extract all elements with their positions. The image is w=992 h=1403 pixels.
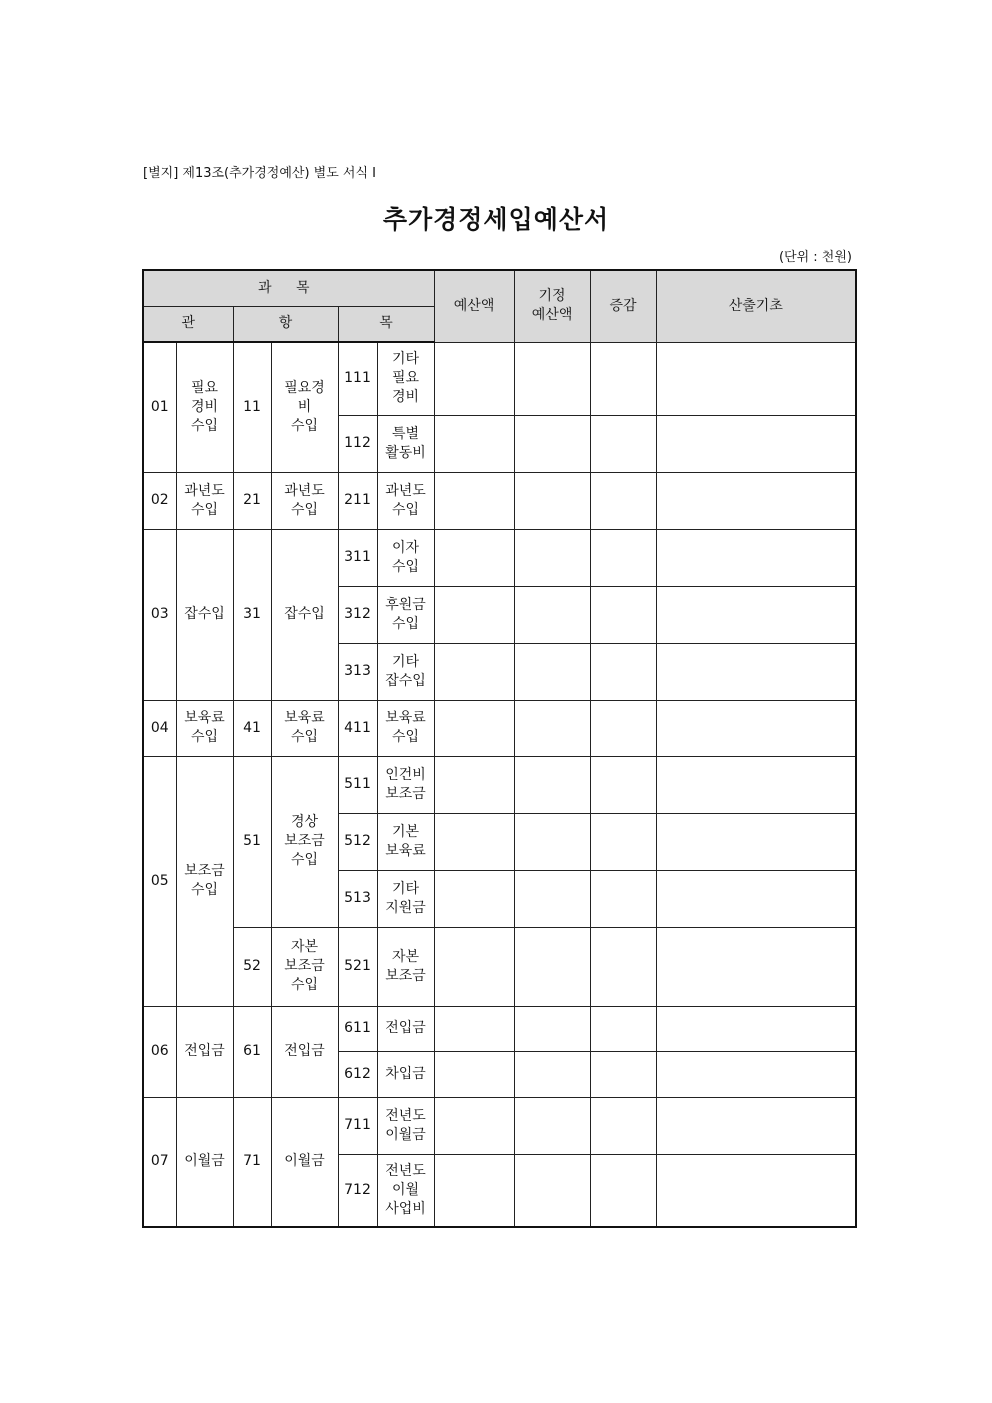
mok-code: 521 (338, 927, 377, 1006)
existing-budget-cell (514, 1097, 590, 1154)
table-row (143, 700, 856, 756)
change-cell (590, 1097, 656, 1154)
change-cell (590, 1051, 656, 1097)
gwan-name: 잡수입 (176, 529, 233, 700)
mok-code: 311 (338, 529, 377, 586)
change-cell (590, 472, 656, 529)
existing-budget-cell (514, 813, 590, 870)
mok-code: 511 (338, 756, 377, 813)
basis-cell (656, 1006, 856, 1051)
gwan-name: 이월금 (176, 1097, 233, 1227)
hang-name: 전입금 (271, 1006, 338, 1097)
basis-cell (656, 870, 856, 927)
header-budget: 예산액 (434, 270, 514, 342)
mok-code: 512 (338, 813, 377, 870)
mok-code: 112 (338, 415, 377, 472)
mok-name: 전년도 이월 사업비 (377, 1154, 434, 1227)
gwan-code: 06 (143, 1006, 176, 1097)
revenue-budget-table (142, 269, 857, 1228)
change-cell (590, 1006, 656, 1051)
mok-name: 전입금 (377, 1006, 434, 1051)
existing-budget-cell (514, 529, 590, 586)
basis-cell (656, 342, 856, 415)
change-cell (590, 415, 656, 472)
budget-cell (434, 1097, 514, 1154)
mok-name: 기본 보육료 (377, 813, 434, 870)
hang-name: 필요경 비 수입 (271, 342, 338, 472)
mok-code: 612 (338, 1051, 377, 1097)
existing-budget-cell (514, 415, 590, 472)
existing-budget-cell (514, 1006, 590, 1051)
gwan-code: 02 (143, 472, 176, 529)
mok-name: 기타 필요 경비 (377, 342, 434, 415)
table-row (143, 756, 856, 813)
mok-code: 111 (338, 342, 377, 415)
mok-name: 자본 보조금 (377, 927, 434, 1006)
mok-name: 과년도 수입 (377, 472, 434, 529)
change-cell (590, 700, 656, 756)
budget-cell (434, 529, 514, 586)
mok-name: 특별 활동비 (377, 415, 434, 472)
gwan-name: 필요 경비 수입 (176, 342, 233, 472)
hang-name: 경상 보조금 수입 (271, 756, 338, 927)
existing-budget-cell (514, 1154, 590, 1227)
table-row (143, 342, 856, 415)
budget-cell (434, 472, 514, 529)
existing-budget-cell (514, 472, 590, 529)
basis-cell (656, 927, 856, 1006)
hang-code: 11 (233, 342, 271, 472)
mok-name: 보육료 수입 (377, 700, 434, 756)
budget-cell (434, 1006, 514, 1051)
existing-budget-cell (514, 586, 590, 643)
mok-name: 후원금 수입 (377, 586, 434, 643)
basis-cell (656, 472, 856, 529)
existing-budget-cell (514, 756, 590, 813)
form-note: [별지] 제13조(추가경정예산) 별도 서식 I (143, 166, 377, 181)
mok-name: 이자 수입 (377, 529, 434, 586)
existing-budget-cell (514, 342, 590, 415)
basis-cell (656, 1154, 856, 1227)
mok-name: 전년도 이월금 (377, 1097, 434, 1154)
change-cell (590, 813, 656, 870)
hang-code: 21 (233, 472, 271, 529)
budget-cell (434, 870, 514, 927)
basis-cell (656, 529, 856, 586)
change-cell (590, 756, 656, 813)
budget-cell (434, 643, 514, 700)
mok-code: 712 (338, 1154, 377, 1227)
mok-name: 기타 잡수입 (377, 643, 434, 700)
basis-cell (656, 643, 856, 700)
budget-cell (434, 415, 514, 472)
hang-code: 51 (233, 756, 271, 927)
mok-code: 513 (338, 870, 377, 927)
change-cell (590, 342, 656, 415)
table-row (143, 1097, 856, 1154)
hang-code: 52 (233, 927, 271, 1006)
existing-budget-cell (514, 643, 590, 700)
hang-code: 41 (233, 700, 271, 756)
hang-code: 31 (233, 529, 271, 700)
gwan-name: 보육료 수입 (176, 700, 233, 756)
budget-cell (434, 700, 514, 756)
existing-budget-cell (514, 700, 590, 756)
mok-code: 711 (338, 1097, 377, 1154)
change-cell (590, 1154, 656, 1227)
page-title: 추가경정세입예산서 (382, 205, 610, 234)
basis-cell (656, 415, 856, 472)
hang-name: 이월금 (271, 1097, 338, 1227)
mok-code: 211 (338, 472, 377, 529)
existing-budget-cell (514, 927, 590, 1006)
gwan-code: 01 (143, 342, 176, 472)
budget-cell (434, 927, 514, 1006)
header-basis: 산출기초 (656, 270, 856, 342)
unit-note: (단위 : 천원) (778, 250, 852, 265)
budget-cell (434, 756, 514, 813)
header-hang: 항 (233, 306, 338, 342)
mok-code: 312 (338, 586, 377, 643)
basis-cell (656, 586, 856, 643)
hang-name: 잡수입 (271, 529, 338, 700)
mok-name: 차입금 (377, 1051, 434, 1097)
hang-code: 61 (233, 1006, 271, 1097)
basis-cell (656, 1051, 856, 1097)
change-cell (590, 586, 656, 643)
header-subject: 과 목 (143, 270, 434, 306)
budget-cell (434, 1051, 514, 1097)
mok-code: 611 (338, 1006, 377, 1051)
mok-code: 313 (338, 643, 377, 700)
hang-name: 자본 보조금 수입 (271, 927, 338, 1006)
header-existing-budget: 기정 예산액 (514, 270, 590, 342)
header-change: 증감 (590, 270, 656, 342)
basis-cell (656, 700, 856, 756)
gwan-code: 05 (143, 756, 176, 1006)
mok-name: 인건비 보조금 (377, 756, 434, 813)
table-row (143, 927, 856, 1006)
change-cell (590, 927, 656, 1006)
gwan-code: 03 (143, 529, 176, 700)
header-mok: 목 (338, 306, 434, 342)
gwan-code: 04 (143, 700, 176, 756)
budget-cell (434, 1154, 514, 1227)
existing-budget-cell (514, 1051, 590, 1097)
mok-code: 411 (338, 700, 377, 756)
basis-cell (656, 813, 856, 870)
header-gwan: 관 (143, 306, 233, 342)
existing-budget-cell (514, 870, 590, 927)
change-cell (590, 643, 656, 700)
table-row (143, 1006, 856, 1051)
table-row (143, 529, 856, 586)
hang-name: 과년도 수입 (271, 472, 338, 529)
gwan-code: 07 (143, 1097, 176, 1227)
basis-cell (656, 1097, 856, 1154)
hang-name: 보육료 수입 (271, 700, 338, 756)
table-row (143, 472, 856, 529)
mok-name: 기타 지원금 (377, 870, 434, 927)
basis-cell (656, 756, 856, 813)
change-cell (590, 529, 656, 586)
change-cell (590, 870, 656, 927)
gwan-name: 과년도 수입 (176, 472, 233, 529)
gwan-name: 보조금 수입 (176, 756, 233, 1006)
gwan-name: 전입금 (176, 1006, 233, 1097)
budget-cell (434, 813, 514, 870)
budget-cell (434, 342, 514, 415)
budget-cell (434, 586, 514, 643)
hang-code: 71 (233, 1097, 271, 1227)
